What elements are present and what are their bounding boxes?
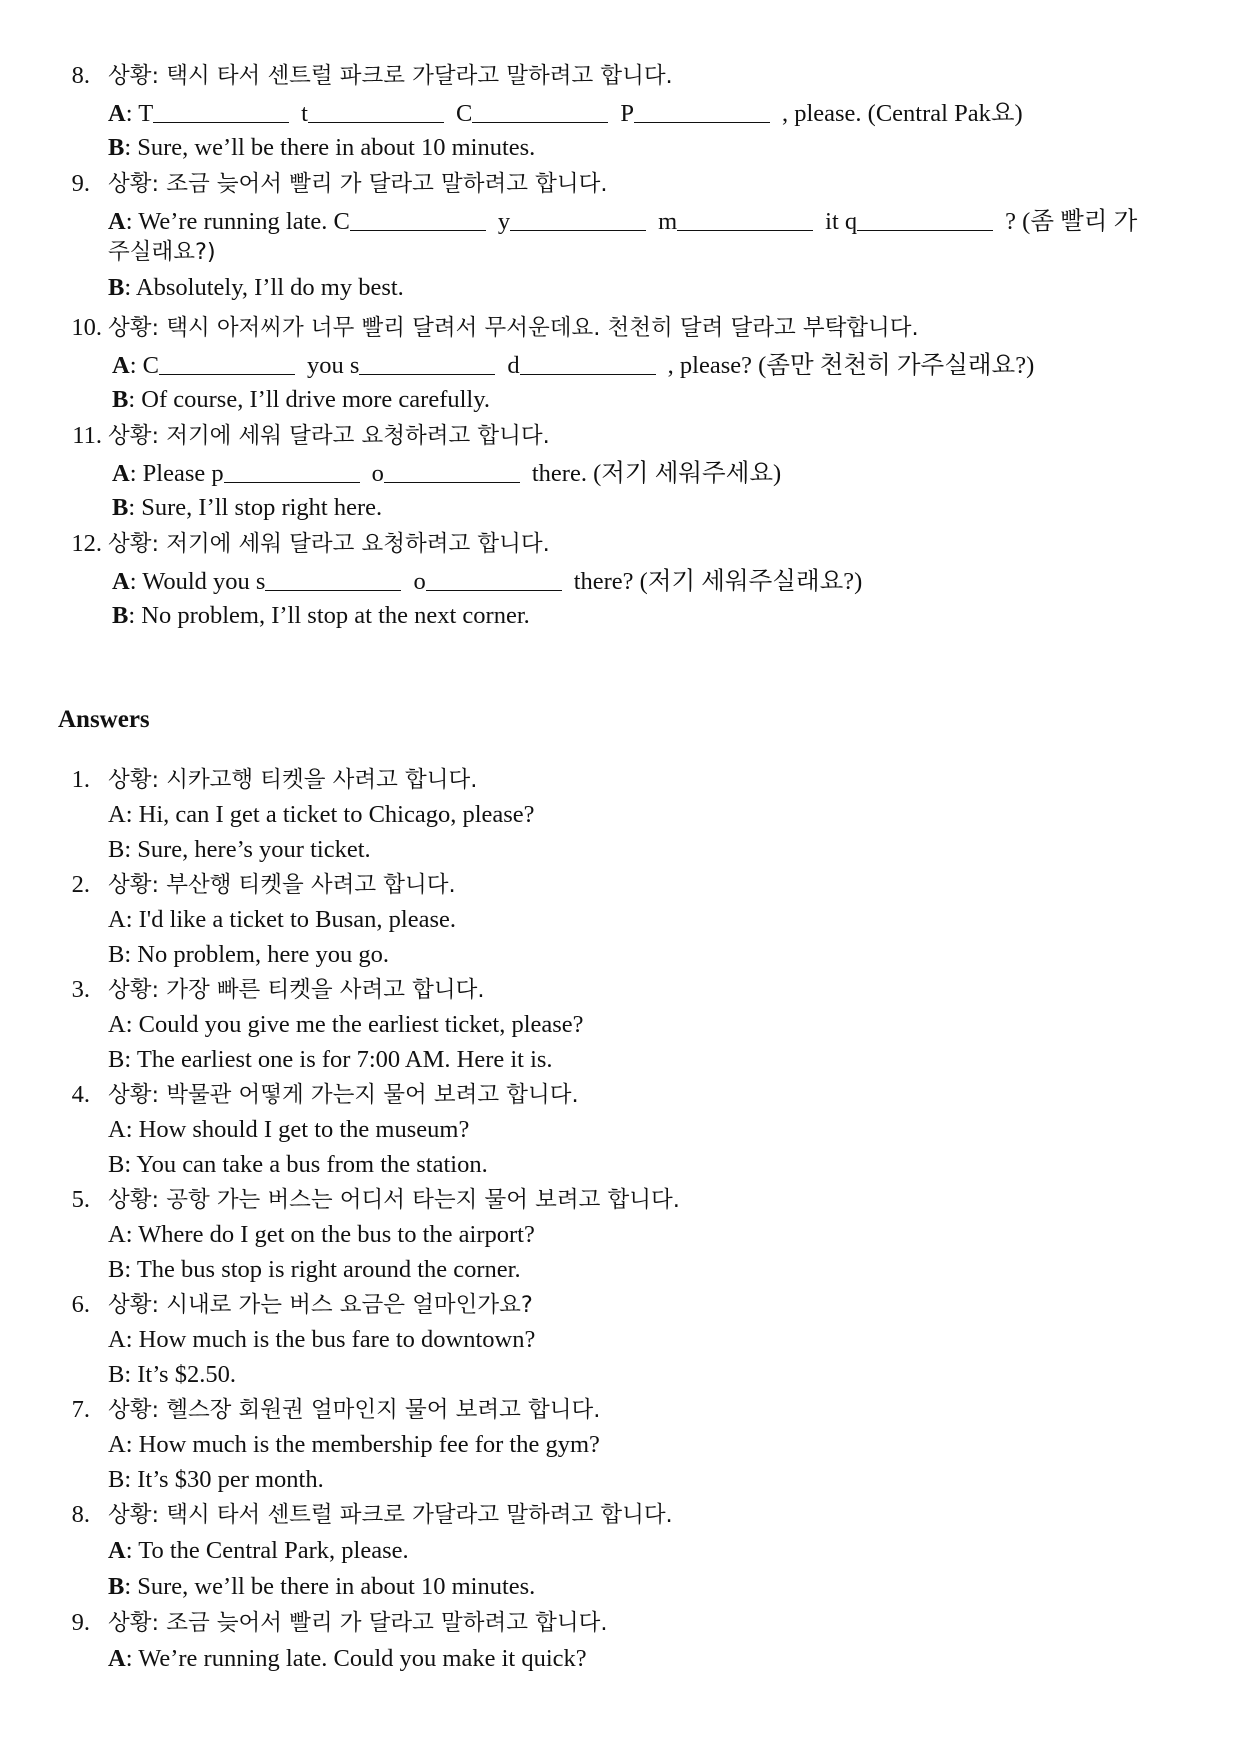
speaker-a-label: A <box>112 568 130 595</box>
blank-hint: o <box>371 460 384 487</box>
situation-text: 상황: 공항 가는 버스는 어디서 타는지 물어 보려고 합니다. <box>108 1187 680 1213</box>
situation-text: 상황: 택시 타서 센트럴 파크로 가달라고 말하려고 합니다. <box>108 1502 673 1528</box>
blank-hint: C <box>455 100 473 127</box>
fill-blank[interactable] <box>384 456 520 483</box>
situation-text: 상황: 부산행 티켓을 사려고 합니다. <box>108 872 456 898</box>
fill-blank[interactable] <box>520 348 656 375</box>
answer-b: B: No problem, here you go. <box>108 941 390 968</box>
item-number: 12. <box>71 530 102 557</box>
speaker-b-label: B <box>108 134 125 161</box>
situation-text: 상황: 저기에 세워 달라고 요청하려고 합니다. <box>108 531 550 557</box>
situation-text: 상황: 택시 아저씨가 너무 빨리 달려서 무서운데요. 천천히 달려 달라고 부탁합니다. <box>108 315 919 341</box>
dialogue-a <box>112 564 1201 598</box>
dialogue-b <box>112 492 1201 524</box>
item-number: 9. <box>71 1609 90 1636</box>
speaker-b-text: : No problem, I’ll stop at the next corner. <box>128 602 530 629</box>
speaker-a-text: : To the Central Park, please. <box>125 1537 409 1564</box>
situation-text: 상황: 박물관 어떻게 가는지 물어 보려고 합니다. <box>108 1082 579 1108</box>
speaker-b-label: B <box>112 602 129 629</box>
answer-a: A: Could you give me the earliest ticket, please? <box>108 1011 584 1038</box>
fill-blank[interactable] <box>153 96 289 123</box>
answer-a: A: How much is the bus fare to downtown? <box>108 1326 536 1353</box>
sentence-tail: there. (저기 세워주세요) <box>531 460 782 487</box>
situation-text: 상황: 헬스장 회원권 얼마인지 물어 보려고 합니다. <box>108 1397 601 1423</box>
sentence-tail: ? (좀 빨리 가 <box>1005 208 1138 235</box>
item-number: 3. <box>71 976 90 1003</box>
speaker-b-text: : Absolutely, I’ll do my best. <box>124 274 404 301</box>
speaker-a-label: A <box>108 208 126 235</box>
answer-b: B: It’s $30 per month. <box>108 1466 324 1493</box>
item-number: 6. <box>71 1291 90 1318</box>
item-number: 4. <box>71 1081 90 1108</box>
answer-b: B: You can take a bus from the station. <box>108 1151 488 1178</box>
speaker-a-label: A <box>108 100 126 127</box>
fill-blank[interactable] <box>159 348 295 375</box>
sentence-head: : We’re running late. C <box>125 208 350 235</box>
answer-b <box>108 1571 1201 1603</box>
answer-a <box>108 1535 1201 1567</box>
item-number: 5. <box>71 1186 90 1213</box>
fill-blank[interactable] <box>472 96 608 123</box>
sentence-head: : C <box>129 352 159 379</box>
blank-hint: d <box>507 352 520 379</box>
fill-blank[interactable] <box>350 204 486 231</box>
sentence-tail: , please? (좀만 천천히 가주실래요?) <box>667 352 1035 379</box>
fill-blank[interactable] <box>308 96 444 123</box>
answer-b: B: Sure, here’s your ticket. <box>108 836 371 863</box>
blank-hint: P <box>620 100 634 127</box>
situation-text: 상황: 택시 타서 센트럴 파크로 가달라고 말하려고 합니다. <box>108 63 673 89</box>
fill-blank[interactable] <box>510 204 646 231</box>
blank-hint: y <box>497 208 511 235</box>
fill-blank[interactable] <box>634 96 770 123</box>
speaker-b-text: : Sure, I’ll stop right here. <box>128 494 383 521</box>
dialogue-a <box>112 348 1201 382</box>
speaker-b-label: B <box>112 386 129 413</box>
item-number: 8. <box>71 62 90 89</box>
answer-a: A: How should I get to the museum? <box>108 1116 470 1143</box>
fill-blank[interactable] <box>677 204 813 231</box>
item-number: 7. <box>71 1396 90 1423</box>
speaker-b-label: B <box>112 494 129 521</box>
speaker-b-text: : Sure, we’ll be there in about 10 minutes. <box>124 134 536 161</box>
sentence-tail: , please. (Central Pak요) <box>781 100 1023 127</box>
item-number: 11. <box>72 422 102 449</box>
fill-blank[interactable] <box>857 204 993 231</box>
situation-text: 상황: 조금 늦어서 빨리 가 달라고 말하려고 합니다. <box>108 171 608 197</box>
dialogue-b <box>112 384 1201 416</box>
fill-blank[interactable] <box>359 348 495 375</box>
blank-hint: o <box>413 568 426 595</box>
item-number: 2. <box>71 871 90 898</box>
sentence-wrap: 주실래요?) <box>108 239 216 265</box>
speaker-a-text: : We’re running late. Could you make it quick? <box>125 1645 587 1672</box>
item-number: 9. <box>71 170 90 197</box>
speaker-b-text: : Of course, I’ll drive more carefully. <box>128 386 491 413</box>
situation-text: 상황: 조금 늦어서 빨리 가 달라고 말하려고 합니다. <box>108 1610 608 1636</box>
answer-b: B: It’s $2.50. <box>108 1361 236 1388</box>
answer-a: A: Hi, can I get a ticket to Chicago, please? <box>108 801 535 828</box>
speaker-b-label: B <box>108 1573 125 1600</box>
dialogue-b <box>108 132 1201 164</box>
dialogue-b <box>112 600 1201 632</box>
sentence-head: : Please p <box>129 460 224 487</box>
answer-a <box>108 1643 1201 1675</box>
blank-hint: you s <box>306 352 360 379</box>
answers-heading: Answers <box>58 706 150 733</box>
item-number: 10. <box>71 314 102 341</box>
fill-blank[interactable] <box>426 564 562 591</box>
dialogue-a <box>108 96 1201 130</box>
blank-hint: t <box>301 100 308 127</box>
answer-a: A: How much is the membership fee for the gym? <box>108 1431 600 1458</box>
separator: : <box>125 100 139 127</box>
blank-hint: T <box>138 100 154 127</box>
situation-text: 상황: 시카고행 티켓을 사려고 합니다. <box>108 767 478 793</box>
dialogue-a <box>108 204 1201 238</box>
fill-blank[interactable] <box>224 456 360 483</box>
answer-b: B: The bus stop is right around the corner. <box>108 1256 521 1283</box>
answer-a: A: I'd like a ticket to Busan, please. <box>108 906 457 933</box>
sentence-head: : Would you s <box>129 568 266 595</box>
answer-a: A: Where do I get on the bus to the airport? <box>108 1221 535 1248</box>
speaker-a-label: A <box>108 1537 126 1564</box>
blank-hint: m <box>658 208 678 235</box>
item-number: 1. <box>71 766 90 793</box>
dialogue-b <box>108 272 1201 304</box>
situation-text: 상황: 저기에 세워 달라고 요청하려고 합니다. <box>108 423 550 449</box>
item-number: 8. <box>71 1501 90 1528</box>
speaker-b-label: B <box>108 274 125 301</box>
speaker-a-label: A <box>108 1645 126 1672</box>
dialogue-a <box>112 456 1201 490</box>
speaker-a-label: A <box>112 352 130 379</box>
situation-text: 상황: 가장 빠른 티켓을 사려고 합니다. <box>108 977 485 1003</box>
speaker-a-label: A <box>112 460 130 487</box>
blank-hint: it q <box>825 208 858 235</box>
situation-text: 상황: 시내로 가는 버스 요금은 얼마인가요? <box>108 1292 533 1318</box>
answer-b: B: The earliest one is for 7:00 AM. Here it is. <box>108 1046 553 1073</box>
sentence-tail: there? (저기 세워주실래요?) <box>573 568 863 595</box>
speaker-b-text: : Sure, we’ll be there in about 10 minutes. <box>124 1573 536 1600</box>
fill-blank[interactable] <box>265 564 401 591</box>
